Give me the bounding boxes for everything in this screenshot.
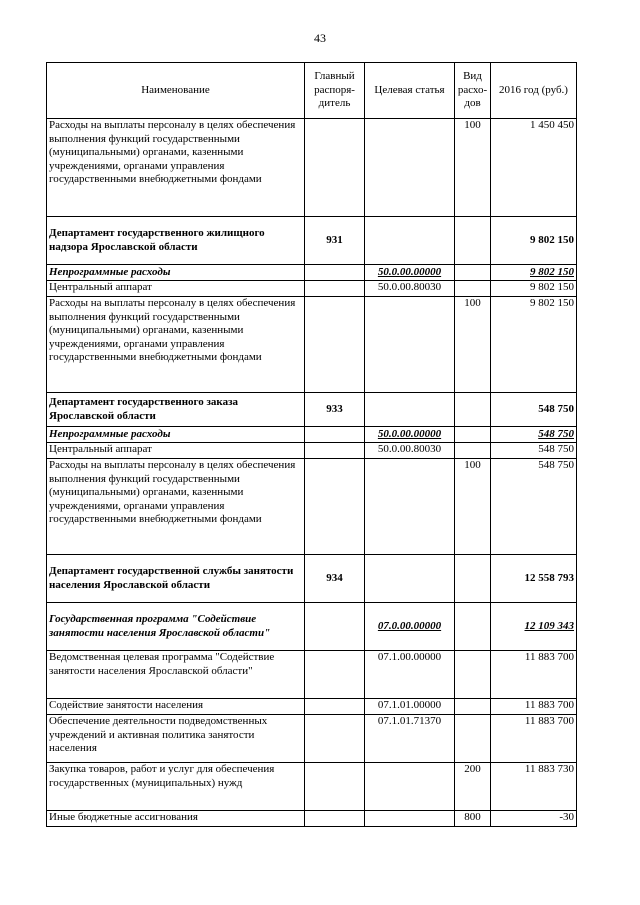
table-row	[47, 119, 577, 217]
row-name: Обеспечение деятельности подведомственных учреждений и активная политика занятости населения	[47, 715, 305, 763]
row-amount: 548 750	[491, 393, 577, 427]
row-chief-manager: 933	[305, 393, 365, 427]
row-chief-manager	[305, 265, 365, 281]
row-name: Департамент государственного жилищного надзора Ярославской области	[47, 217, 305, 265]
row-expense-type: 100	[455, 119, 491, 217]
table-row	[47, 763, 577, 811]
page-number: 43	[314, 31, 326, 45]
budget-table	[46, 62, 577, 827]
row-name: Центральный аппарат	[47, 443, 305, 459]
table-row	[47, 699, 577, 715]
row-name: Расходы на выплаты персоналу в целях обеспечения выполнения функций государственными (муниципальными) органами, казенными учреждениями, органами управления государственными внебюджетными фондами	[47, 297, 305, 393]
row-chief-manager	[305, 119, 365, 217]
row-expense-type: 100	[455, 459, 491, 555]
program-row	[47, 427, 577, 443]
row-expense-type	[455, 555, 491, 603]
row-expense-type	[455, 393, 491, 427]
row-name: Непрограммные расходы	[47, 265, 305, 281]
row-name: Закупка товаров, работ и услуг для обеспечения государственных (муниципальных) нужд	[47, 763, 305, 811]
header-name: Наименование	[47, 63, 305, 119]
row-chief-manager	[305, 715, 365, 763]
row-target-article: 07.1.01.00000	[365, 699, 455, 715]
table-body	[47, 119, 577, 827]
row-target-article	[365, 297, 455, 393]
row-name: Департамент государственного заказа Ярославской области	[47, 393, 305, 427]
table-row	[47, 281, 577, 297]
row-target-article	[365, 763, 455, 811]
row-expense-type	[455, 217, 491, 265]
row-target-article	[365, 119, 455, 217]
header-expense-type: Вид расхо-дов	[455, 63, 491, 119]
row-expense-type	[455, 443, 491, 459]
row-amount: 548 750	[491, 443, 577, 459]
row-name: Государственная программа "Содействие занятости населения Ярославской области"	[47, 603, 305, 651]
row-name: Содействие занятости населения	[47, 699, 305, 715]
row-target-article: 50.0.00.00000	[365, 265, 455, 281]
row-expense-type	[455, 265, 491, 281]
table-row	[47, 651, 577, 699]
row-target-article	[365, 393, 455, 427]
row-name: Департамент государственной службы занятости населения Ярославской области	[47, 555, 305, 603]
header-amount: 2016 год (руб.)	[491, 63, 577, 119]
row-chief-manager	[305, 281, 365, 297]
row-amount: -30	[491, 811, 577, 827]
row-amount: 11 883 700	[491, 699, 577, 715]
row-chief-manager	[305, 811, 365, 827]
row-target-article	[365, 811, 455, 827]
row-expense-type: 200	[455, 763, 491, 811]
row-expense-type	[455, 603, 491, 651]
row-target-article: 50.0.00.00000	[365, 427, 455, 443]
row-name: Иные бюджетные ассигнования	[47, 811, 305, 827]
row-target-article	[365, 555, 455, 603]
row-chief-manager	[305, 763, 365, 811]
row-expense-type	[455, 651, 491, 699]
row-chief-manager	[305, 297, 365, 393]
row-amount: 11 883 700	[491, 651, 577, 699]
row-chief-manager	[305, 443, 365, 459]
row-amount: 9 802 150	[491, 265, 577, 281]
program-row	[47, 265, 577, 281]
row-chief-manager: 931	[305, 217, 365, 265]
row-target-article	[365, 459, 455, 555]
row-name: Расходы на выплаты персоналу в целях обеспечения выполнения функций государственными (муниципальными) органами, казенными учреждениями, органами управления государственными внебюджетными фондами	[47, 459, 305, 555]
program-row	[47, 603, 577, 651]
row-chief-manager: 934	[305, 555, 365, 603]
row-amount: 1 450 450	[491, 119, 577, 217]
row-amount: 12 558 793	[491, 555, 577, 603]
row-target-article: 50.0.00.80030	[365, 281, 455, 297]
row-amount: 9 802 150	[491, 217, 577, 265]
row-chief-manager	[305, 427, 365, 443]
row-amount: 9 802 150	[491, 297, 577, 393]
department-row	[47, 217, 577, 265]
row-target-article	[365, 217, 455, 265]
table-row	[47, 811, 577, 827]
row-chief-manager	[305, 459, 365, 555]
row-chief-manager	[305, 699, 365, 715]
row-target-article: 07.1.00.00000	[365, 651, 455, 699]
table-row	[47, 297, 577, 393]
department-row	[47, 555, 577, 603]
row-amount: 12 109 343	[491, 603, 577, 651]
table-row	[47, 715, 577, 763]
row-amount: 548 750	[491, 427, 577, 443]
header-row	[47, 63, 577, 119]
row-amount: 11 883 700	[491, 715, 577, 763]
row-expense-type: 800	[455, 811, 491, 827]
row-name: Непрограммные расходы	[47, 427, 305, 443]
table-row	[47, 459, 577, 555]
table-row	[47, 443, 577, 459]
row-target-article: 07.0.00.00000	[365, 603, 455, 651]
row-expense-type	[455, 427, 491, 443]
row-target-article: 07.1.01.71370	[365, 715, 455, 763]
row-name: Расходы на выплаты персоналу в целях обеспечения выполнения функций государственными (муниципальными) органами, казенными учреждениями, органами управления государственными внебюджетными фондами	[47, 119, 305, 217]
header-target-article: Целевая статья	[365, 63, 455, 119]
row-chief-manager	[305, 651, 365, 699]
row-expense-type	[455, 699, 491, 715]
row-chief-manager	[305, 603, 365, 651]
header-chief-manager: Главный распоря-дитель	[305, 63, 365, 119]
row-name: Центральный аппарат	[47, 281, 305, 297]
row-target-article: 50.0.00.80030	[365, 443, 455, 459]
department-row	[47, 393, 577, 427]
row-name: Ведомственная целевая программа "Содействие занятости населения Ярославской области"	[47, 651, 305, 699]
row-expense-type	[455, 281, 491, 297]
row-amount: 11 883 730	[491, 763, 577, 811]
row-amount: 548 750	[491, 459, 577, 555]
row-amount: 9 802 150	[491, 281, 577, 297]
row-expense-type: 100	[455, 297, 491, 393]
row-expense-type	[455, 715, 491, 763]
